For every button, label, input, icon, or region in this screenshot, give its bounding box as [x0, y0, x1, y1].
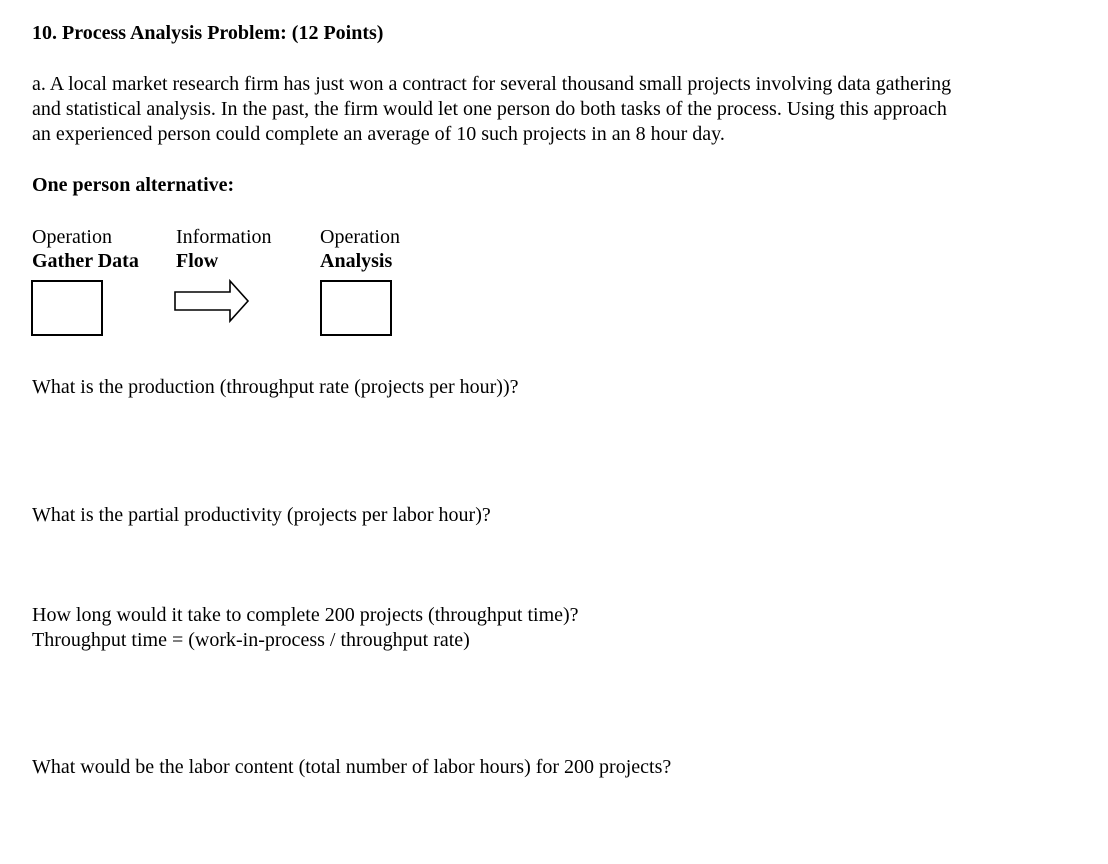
information-flow-label	[176, 225, 272, 273]
analysis-label-line-2: Analysis	[320, 250, 393, 272]
question-3-text-line-2: Throughput time = (work-in-process / throughput rate)	[32, 629, 470, 651]
information-flow-label-line-2: Flow	[176, 250, 219, 272]
question-labor-content	[32, 755, 671, 780]
question-throughput-rate	[32, 375, 519, 400]
intro-line-2: and statistical analysis. In the past, the firm would let one person do both tasks of the process. Using this approach	[32, 98, 947, 120]
question-3-text-line-1: How long would it take to complete 200 projects (throughput time)?	[32, 604, 579, 626]
analysis-box	[320, 280, 392, 336]
problem-title: 10. Process Analysis Problem: (12 Points)	[32, 22, 384, 44]
information-flow-label-line-1: Information	[176, 226, 272, 248]
intro-line-3: an experienced person could complete an average of 10 such projects in an 8 hour day.	[32, 123, 725, 145]
question-4-text: What would be the labor content (total number of labor hours) for 200 projects?	[32, 756, 672, 778]
gather-data-label-line-2: Gather Data	[32, 250, 139, 272]
one-person-subheading: One person alternative:	[32, 174, 235, 196]
question-throughput-time	[32, 603, 579, 653]
question-partial-productivity	[32, 503, 491, 528]
analysis-label	[320, 225, 400, 273]
analysis-label-line-1: Operation	[320, 226, 400, 248]
intro-paragraph	[32, 72, 951, 147]
intro-line-1: a. A local market research firm has just won a contract for several thousand small projects involving data gathering	[32, 73, 952, 95]
question-1-text: What is the production (throughput rate (projects per hour))?	[32, 376, 519, 398]
gather-data-box	[31, 280, 103, 336]
flow-arrow-icon	[172, 278, 252, 324]
question-2-text: What is the partial productivity (projects per labor hour)?	[32, 504, 491, 526]
gather-data-label-line-1: Operation	[32, 226, 112, 248]
gather-data-label	[32, 225, 139, 273]
